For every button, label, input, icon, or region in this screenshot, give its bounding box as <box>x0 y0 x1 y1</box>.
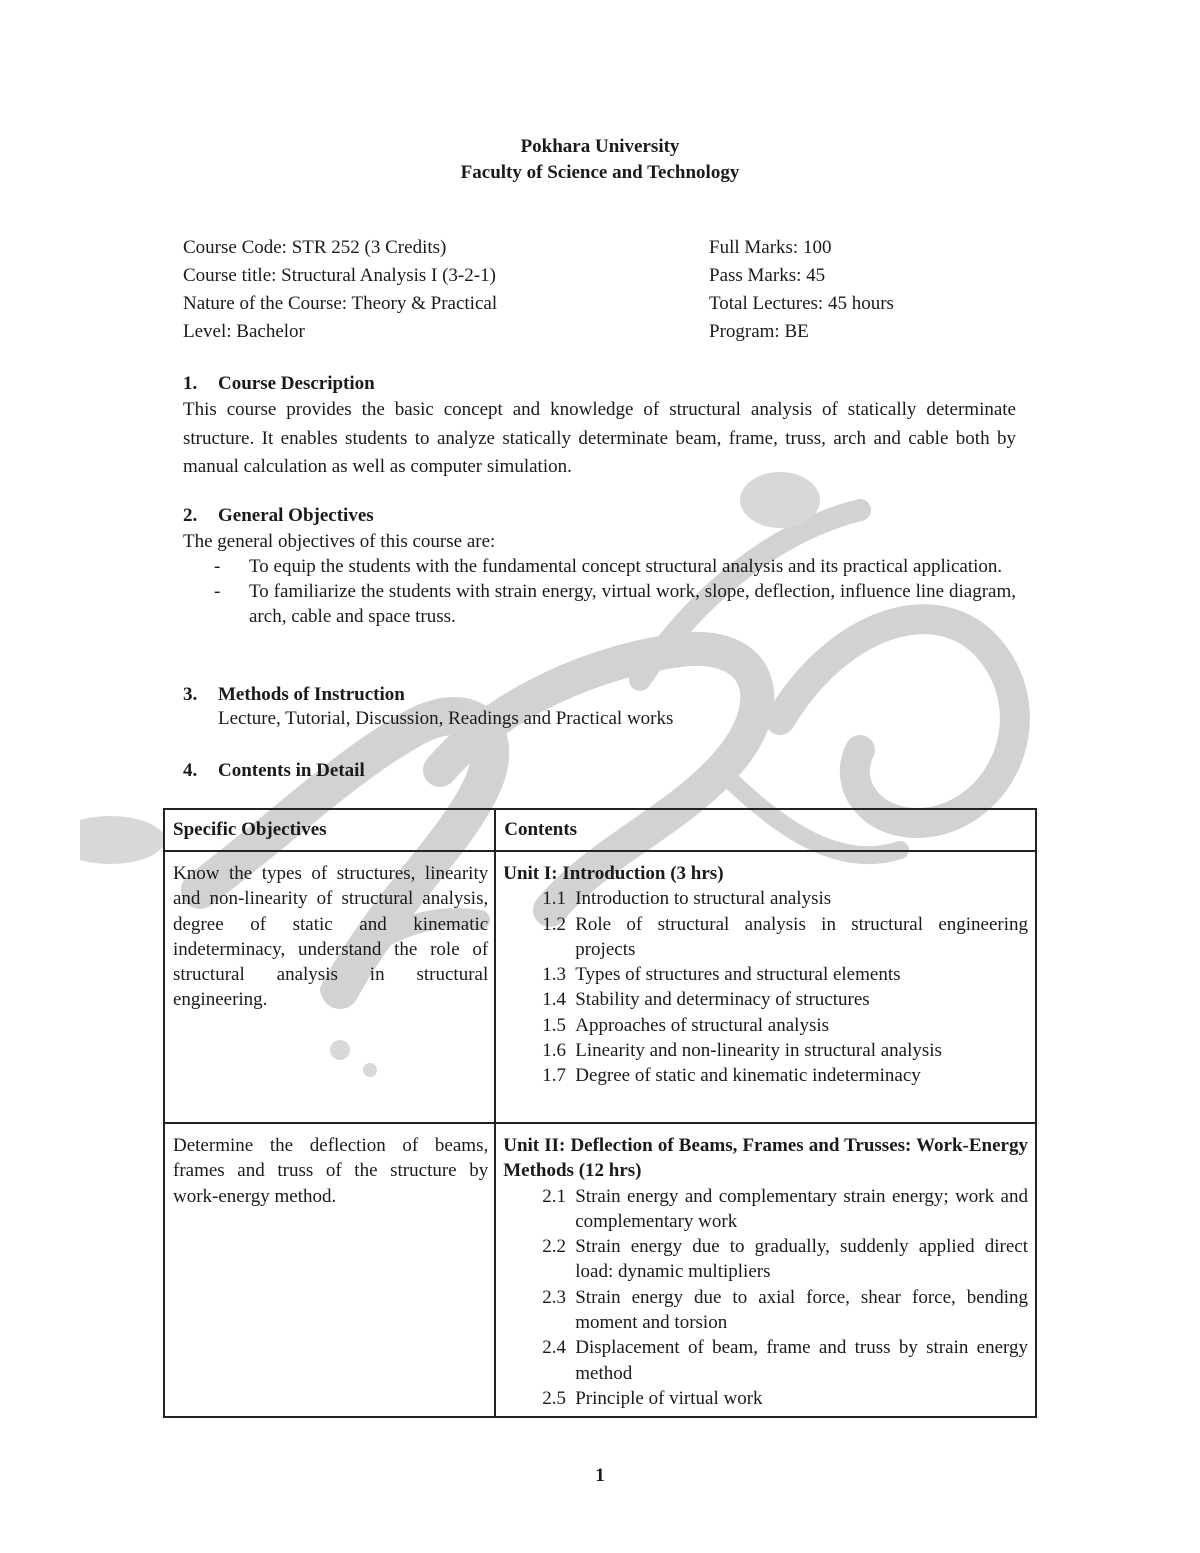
contents-table <box>163 808 1037 1418</box>
list-item: 2.3 Strain energy due to axial force, shear force, bending moment and torsion <box>542 1286 1028 1334</box>
header-specific-objectives: Specific Objectives <box>164 809 495 851</box>
list-item: 1.1 Introduction to structural analysis <box>542 888 832 910</box>
list-item: 1.2 Role of structural analysis in structural engineering projects <box>542 913 1028 960</box>
university-name: Pokhara University <box>520 136 680 157</box>
course-code: Course Code: STR 252 (3 Credits) <box>183 237 447 258</box>
table-row <box>164 1123 1036 1417</box>
course-info-left <box>183 234 497 346</box>
page-number: 1 <box>595 1465 605 1486</box>
pass-marks: Pass Marks: 45 <box>709 265 826 286</box>
list-item: - To familiarize the students with strain energy, virtual work, slope, deflection, influence line diagram, arch, cable and space truss. <box>214 581 1016 627</box>
section-course-description-title: 1. Course Description <box>183 373 375 394</box>
course-title: Course title: Structural Analysis I (3-2-1) <box>183 265 496 286</box>
list-item: 1.5 Approaches of structural analysis <box>542 1014 830 1036</box>
section-methods-title: 3. Methods of Instruction <box>183 684 405 705</box>
list-item: 1.7 Degree of static and kinematic indeterminacy <box>542 1065 921 1087</box>
unit-title: Unit II: Deflection of Beams, Frames and Trusses: Work-Energy Methods (12 hrs) <box>503 1135 1028 1182</box>
course-level: Level: Bachelor <box>183 321 305 342</box>
program: Program: BE <box>709 321 809 342</box>
objective-cell: Determine the deflection of beams, frames and truss of the structure by work-energy method. <box>164 1123 495 1417</box>
list-item: 1.3 Types of structures and structural elements <box>542 964 901 986</box>
list-item: - To equip the students with the fundamental concept structural analysis and its practical application. <box>214 556 1003 577</box>
list-item: 2.1 Strain energy and complementary strain energy; work and complementary work <box>542 1185 1028 1232</box>
list-item: 2.5 Principle of virtual work <box>542 1387 763 1409</box>
unit-title: Unit I: Introduction (3 hrs) <box>503 863 724 884</box>
contents-cell <box>495 851 1036 1123</box>
list-item: 1.6 Linearity and non-linearity in structural analysis <box>542 1040 942 1062</box>
general-objectives-list <box>214 554 1016 629</box>
section-contents-title: 4. Contents in Detail <box>183 760 365 781</box>
methods-text: Lecture, Tutorial, Discussion, Readings and Practical works <box>218 708 674 729</box>
full-marks: Full Marks: 100 <box>709 237 832 258</box>
faculty-name: Faculty of Science and Technology <box>460 162 740 183</box>
objective-cell: Know the types of structures, linearity and non-linearity of structural analysis, degree of static and kinematic indeterminacy, understand the role of structural analysis in structural engineering. <box>164 851 495 1123</box>
table-row <box>164 851 1036 1123</box>
header-contents: Contents <box>495 809 1036 851</box>
list-item: 2.2 Strain energy due to gradually, suddenly applied direct load: dynamic multipliers <box>542 1236 1028 1283</box>
total-lectures: Total Lectures: 45 hours <box>709 293 894 314</box>
section-general-objectives-title: 2. General Objectives <box>183 505 374 526</box>
document-header <box>0 134 1200 186</box>
list-item: 2.4 Displacement of beam, frame and truss by strain energy method <box>542 1337 1028 1384</box>
contents-cell <box>495 1123 1036 1417</box>
course-nature: Nature of the Course: Theory & Practical <box>183 293 498 314</box>
table-header-row <box>164 809 1036 851</box>
course-description-text: This course provides the basic concept and knowledge of structural analysis of statically determinate structure. It enables students to analyze statically determinate beam, frame, truss, arch and cable both by manual calculation as well as computer simulation. <box>183 399 1016 477</box>
list-item: 1.4 Stability and determinacy of structures <box>542 989 870 1011</box>
general-objectives-intro: The general objectives of this course are: <box>183 531 496 552</box>
course-info-right <box>709 234 894 346</box>
